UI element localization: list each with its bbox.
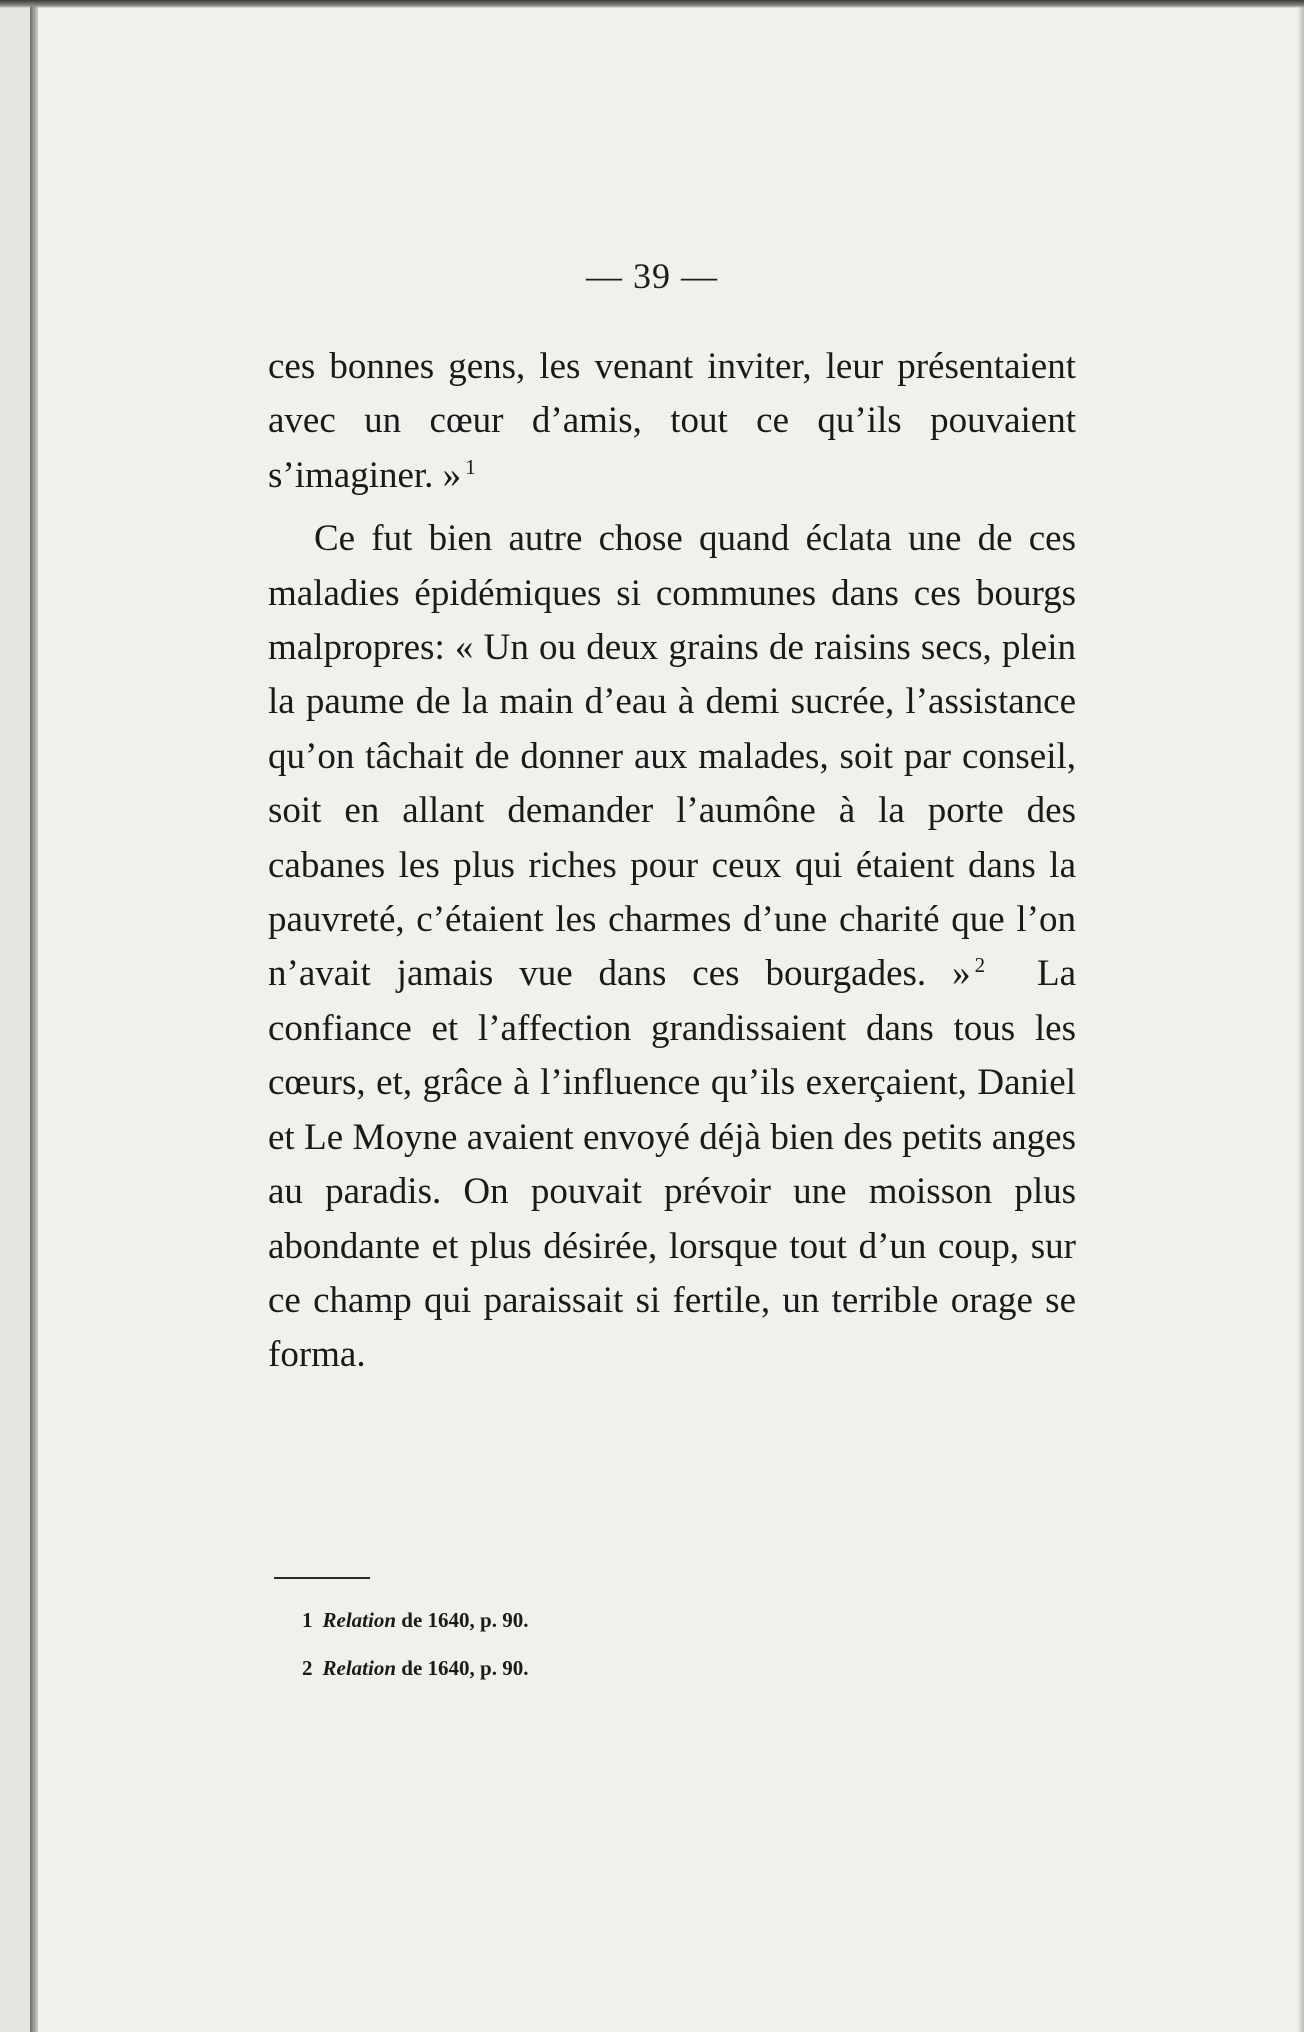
paragraph-2-text-b: La confiance et l’affection grandissaient dans tous les cœurs, et, grâce à l’influence qu’ils exerçaient, Daniel et Le Moyne avaient envoyé déjà bien des petits anges au paradis. On pouvait prévoir une moisson plus abondante et plus désirée, lorsque tout d’un coup, sur ce champ qui paraissait si fertile, un terrible orage se forma. [268,953,1077,1376]
footnote-2 [302,1644,528,1692]
paragraph-2 [268,512,1076,1383]
footnote-1-number: 1 [302,1608,313,1632]
paragraph-1-text: ces bonnes gens, les venant inviter, leur présentaient avec un cœur d’amis, tout ce qu’ils pouvaient s’imaginer. » [268,346,1076,496]
footnote-1-rest: de 1640, p. 90. [401,1608,529,1632]
left-margin-strip [0,0,30,2032]
footnote-1 [302,1596,528,1644]
page-right-edge [1298,0,1304,2032]
page-binding-edge [30,6,38,2032]
paragraph-1 [268,340,1076,503]
footnote-2-number: 2 [302,1656,313,1680]
footnote-ref-1: 1 [465,454,476,479]
body-text [268,340,1076,1383]
page-top-edge [0,0,1304,8]
footnote-ref-2: 2 [974,953,986,978]
footnotes [302,1596,528,1692]
page-number: — 39 — [586,256,718,296]
footnote-2-rest: de 1640, p. 90. [401,1656,529,1680]
footnote-1-work: Relation [322,1608,397,1632]
footnote-rule [274,1577,370,1579]
footnote-2-work: Relation [322,1656,397,1680]
paragraph-2-text-a: Ce fut bien autre chose quand éclata une de ces maladies épidémiques si communes dans ces bourgs malpropres: « Un ou deux grains de raisins secs, plein la paume de la main d’eau à demi sucrée, l’assistance qu’on tâchait de donner aux malades, soit par conseil, soit en allant demander l’aumône à la porte des cabanes les plus riches pour ceux qui étaient dans la pauvreté, c’étaient les charmes d’une charité que l’on n’avait jamais vue dans ces bourgades. » [268,518,1076,995]
